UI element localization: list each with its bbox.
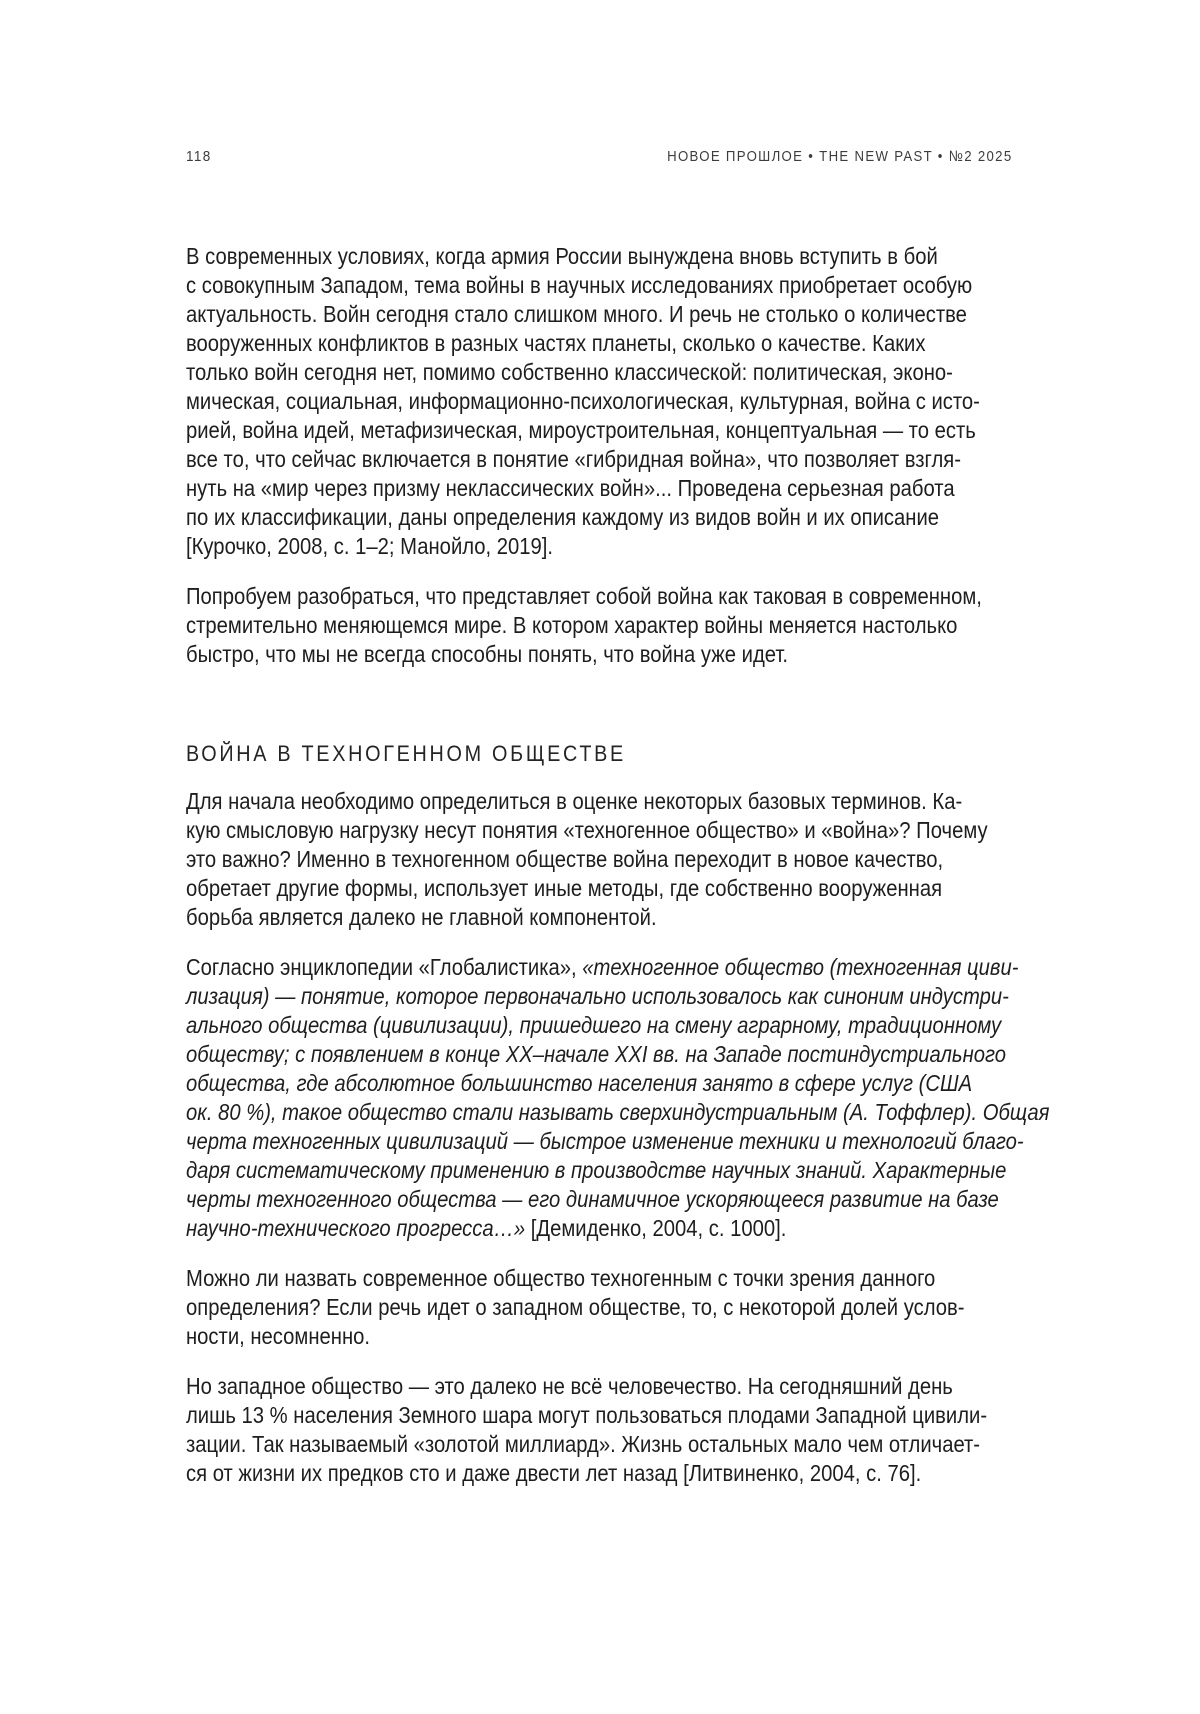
text-segment: [Демиденко, 2004, с. 1000]. <box>530 1215 787 1241</box>
body-paragraph <box>186 1264 1016 1351</box>
text-line <box>186 982 1009 1011</box>
text-line <box>186 845 944 874</box>
text-line <box>186 1430 981 1459</box>
journal-running-title: НОВОЕ ПРОШЛОЕ • THE NEW PAST • №2 2025 <box>667 148 1013 165</box>
italic-text-segment: «техногенное общество (техногенная циви- <box>582 954 1019 980</box>
text-line <box>186 787 963 816</box>
italic-text-segment: ального общества (цивилизации), пришедшего на смену аграрному, традиционному <box>186 1012 1002 1038</box>
text-segment: мическая, социальная, информационно-психологическая, культурная, война с исто- <box>186 388 980 414</box>
text-segment: В современных условиях, когда армия России вынуждена вновь вступить в бой <box>186 243 938 269</box>
text-line <box>186 1459 922 1488</box>
text-line <box>186 611 958 640</box>
italic-text-segment: черта техногенных цивилизаций — быстрое изменение техники и технологий благо- <box>186 1128 1024 1154</box>
text-segment: это важно? Именно в техногенном обществе война переходит в новое качество, <box>186 846 944 872</box>
article-body <box>186 242 1050 1509</box>
text-segment: определения? Если речь идет о западном обществе, то, с некоторой долей услов- <box>186 1294 965 1320</box>
italic-text-segment: лизация) — понятие, которое первоначально использовалось как синоним индустри- <box>186 983 1009 1009</box>
text-line <box>186 1214 916 1243</box>
italic-text-segment: обществу; с появлением в конце XX–начале XXI вв. на Западе постиндустриального <box>186 1041 1006 1067</box>
text-segment: стремительно меняющемся мире. В котором характер войны меняется настолько <box>186 612 958 638</box>
text-line <box>186 387 980 416</box>
text-line <box>186 1293 965 1322</box>
section-heading: ВОЙНА В ТЕХНОГЕННОМ ОБЩЕСТВЕ <box>186 741 626 766</box>
italic-text-segment: даря систематическому применению в производстве научных знаний. Характерные <box>186 1157 1007 1183</box>
text-line <box>186 1156 1007 1185</box>
text-line <box>186 445 961 474</box>
text-line <box>186 1011 1002 1040</box>
text-segment: Но западное общество — это далеко не всё человечество. На сегодняшний день <box>186 1373 953 1399</box>
body-paragraph <box>186 582 1016 669</box>
text-line <box>186 953 1019 982</box>
text-segment: по их классификации, даны определения каждому из видов войн и их описание <box>186 504 940 530</box>
text-segment: рией, война идей, метафизическая, мироустроительная, концептуальная — то есть <box>186 417 976 443</box>
text-segment: ности, несомненно. <box>186 1323 371 1349</box>
text-line <box>186 1401 988 1430</box>
body-paragraph <box>186 242 1016 561</box>
text-segment: ся от жизни их предков сто и даже двести лет назад [Литвиненко, 2004, с. 76]. <box>186 1460 922 1486</box>
text-segment: кую смысловую нагрузку несут понятия «техногенное общество» и «война»? Почему <box>186 817 988 843</box>
italic-text-segment: общества, где абсолютное большинство населения занято в сфере услуг (США <box>186 1070 973 1096</box>
text-line <box>186 640 916 669</box>
text-segment: [Курочко, 2008, с. 1–2; Манойло, 2019]. <box>186 533 554 559</box>
page-number: 118 <box>186 148 212 165</box>
text-line <box>186 903 916 932</box>
text-line <box>186 242 938 271</box>
text-segment: обретает другие формы, использует иные методы, где собственно вооруженная <box>186 875 943 901</box>
text-segment: Для начала необходимо определиться в оценке некоторых базовых терминов. Ка- <box>186 788 963 814</box>
text-line <box>186 358 953 387</box>
text-segment: лишь 13 % населения Земного шара могут пользоваться плодами Западной цивили- <box>186 1402 988 1428</box>
text-line <box>186 874 943 903</box>
text-segment: актуальность. Войн сегодня стало слишком много. И речь не столько о количестве <box>186 301 967 327</box>
text-segment: Попробуем разобраться, что представляет собой война как таковая в современном, <box>186 583 982 609</box>
text-line <box>186 1322 916 1351</box>
text-segment: зации. Так называемый «золотой миллиард». Жизнь остальных мало чем отличает- <box>186 1431 981 1457</box>
text-line <box>186 474 955 503</box>
italic-text-segment: черты техногенного общества — его динамичное ускоряющееся развитие на базе <box>186 1186 999 1212</box>
body-paragraph <box>186 953 1050 1243</box>
text-line <box>186 329 926 358</box>
text-line <box>186 582 982 611</box>
italic-text-segment: ок. 80 %), такое общество стали называть сверхиндустриальным (А. Тоффлер). Общая <box>186 1099 1050 1125</box>
page-header <box>186 148 1013 170</box>
text-segment: только войн сегодня нет, помимо собственно классической: политическая, эконо- <box>186 359 953 385</box>
body-paragraph <box>186 1372 1016 1488</box>
body-paragraph <box>186 787 1016 932</box>
text-line <box>186 1098 1050 1127</box>
text-line <box>186 416 976 445</box>
text-segment: нуть на «мир через призму неклассических войн»... Проведена серьезная работа <box>186 475 955 501</box>
text-line <box>186 1040 1006 1069</box>
text-segment: быстро, что мы не всегда способны понять, что война уже идет. <box>186 641 789 667</box>
text-line <box>186 300 967 329</box>
text-segment: Можно ли назвать современное общество техногенным с точки зрения данного <box>186 1265 936 1291</box>
italic-text-segment: научно-технического прогресса…» <box>186 1215 531 1241</box>
text-line <box>186 532 916 561</box>
text-line <box>186 1127 1024 1156</box>
text-line <box>186 1372 953 1401</box>
text-line <box>186 1185 999 1214</box>
text-segment: вооруженных конфликтов в разных частях планеты, сколько о качестве. Каких <box>186 330 926 356</box>
text-segment: с совокупным Западом, тема войны в научных исследованиях приобретает особую <box>186 272 973 298</box>
text-segment: Согласно энциклопедии «Глобалистика», <box>186 954 583 980</box>
text-line <box>186 1069 973 1098</box>
text-line <box>186 1264 936 1293</box>
text-line <box>186 503 940 532</box>
text-line <box>186 816 988 845</box>
text-segment: борьба является далеко не главной компонентой. <box>186 904 657 930</box>
text-segment: все то, что сейчас включается в понятие «гибридная война», что позволяет взгля- <box>186 446 961 472</box>
text-line <box>186 271 973 300</box>
